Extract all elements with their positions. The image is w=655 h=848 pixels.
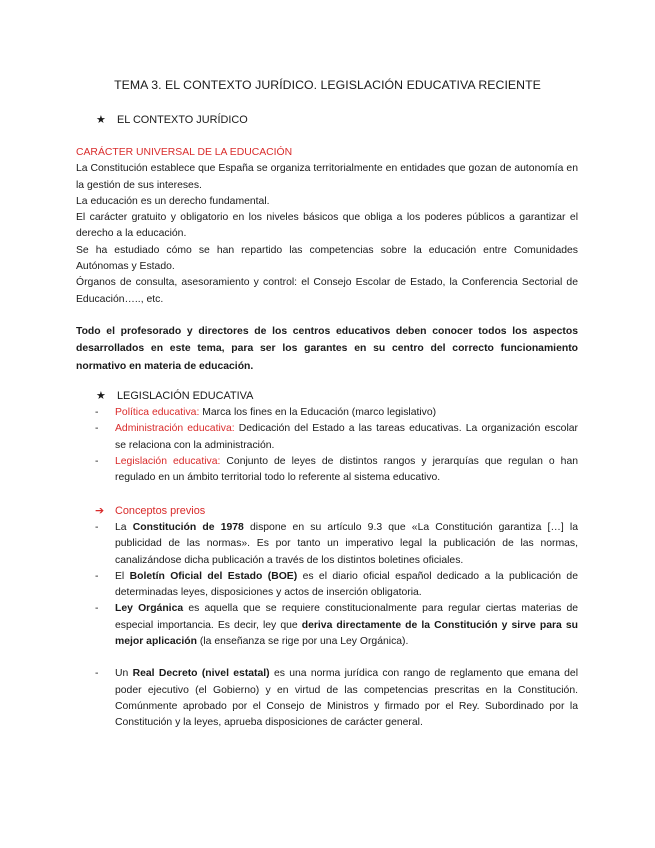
text-run: es una norma jurídica con rango de reglamento que emana del poder ejecutivo (el Gobierno) y en virtud de las competencias prescritas en la Constitución. Comúnmente aprobado por el Consejo de Ministros y firmado por el Rey. Subordinado por la Constitución y la leyes, aprueba disposiciones de carácter general.: [115, 668, 579, 729]
paragraph: Se ha estudiado cómo se han repartido las competencias sobre la educación entre Comunidades Autónomas y Estado.: [76, 244, 578, 273]
term: Constitución de 1978: [132, 522, 244, 533]
dash-bullet: -: [95, 603, 99, 615]
list-item-ley-organica: [95, 601, 578, 650]
note-text: Todo el profesorado y directores de los centros educativos deben conocer todos los aspectos desarrollados en este tema, para ser los garantes en su centro del correcto funcionamiento normativo en materia de educación.: [76, 326, 578, 372]
term: Política educativa:: [115, 407, 200, 418]
text-run: es el diario oficial español dedicado a la publicación de determinadas leyes, disposiciones y actos de inserción obligatoria.: [115, 570, 578, 599]
conceptos-heading-label: Conceptos previos: [115, 505, 206, 517]
dash-bullet: -: [95, 423, 99, 435]
list-item-real-decreto: [95, 666, 578, 731]
section-heading-label: LEGISLACIÓN EDUCATIVA: [117, 390, 254, 402]
term: Legislación educativa:: [115, 455, 221, 467]
dash-bullet: -: [95, 668, 99, 680]
list-item-boe: [95, 569, 578, 602]
text-run: (la enseñanza se rige por una Ley Orgánica).: [197, 636, 409, 648]
paragraph: La Constitución establece que España se organiza territorialmente en entidades que gozan de autonomía en la gestión de sus intereses.: [76, 163, 578, 191]
star-icon: ★: [96, 390, 106, 402]
paragraph: Órganos de consulta, asesoramiento y control: el Consejo Escolar de Estado, la Conferencia Sectorial de Educación….., etc.: [76, 277, 578, 305]
text-run: Un: [115, 668, 133, 680]
dash-bullet: -: [95, 522, 99, 533]
legislacion-list: [95, 405, 578, 486]
important-note: [76, 323, 578, 375]
section-heading-contexto: [96, 112, 248, 128]
text-run: El: [115, 570, 130, 582]
definition: Dedicación del Estado a las tareas educativas. La organización escolar se relaciona con la administración.: [115, 423, 578, 451]
list-item: [95, 454, 578, 487]
paragraph: La educación es un derecho fundamental.: [76, 195, 270, 207]
term: Boletín Oficial del Estado (BOE): [129, 570, 298, 582]
page-title: TEMA 3. EL CONTEXTO JURÍDICO. LEGISLACIÓN EDUCATIVA RECIENTE: [114, 78, 541, 92]
emphasis: deriva directamente de la Constitución y sirve para su mejor aplicación: [115, 619, 578, 648]
term: Administración educativa:: [115, 423, 235, 435]
paragraph: El carácter gratuito y obligatorio en los niveles básicos que obliga a los poderes públicos a garantizar el derecho a la educación.: [76, 212, 578, 240]
definition: Conjunto de leyes de distintos rangos y jerarquías que regulan o han regulado en un ámbito territorial todo lo referente al sistema educativo.: [115, 455, 579, 484]
term: Real Decreto (nivel estatal): [132, 668, 270, 680]
text-run: es aquella que se requiere constitucionalmente para regular ciertas materias de especial importancia. Es decir, ley que: [115, 603, 579, 631]
dash-bullet: -: [95, 407, 99, 418]
conceptos-heading: [95, 503, 205, 519]
conceptos-list: [95, 520, 578, 732]
caracter-universal-block: [76, 145, 578, 308]
definition: Marca los fines en la Educación (marco legislativo): [199, 407, 437, 418]
section-heading-legislacion: [96, 388, 253, 404]
list-item-constitucion: [95, 520, 578, 569]
section-heading-label: EL CONTEXTO JURÍDICO: [117, 114, 248, 126]
dash-bullet: -: [95, 455, 99, 467]
dash-bullet: -: [95, 570, 99, 582]
text-run: La: [115, 522, 133, 533]
arrow-right-icon: ➔: [95, 505, 105, 517]
list-item: [95, 421, 578, 454]
subsection-heading: CARÁCTER UNIVERSAL DE LA EDUCACIÓN: [76, 147, 293, 158]
text-run: dispone en su artículo 9.3 que «La Constitución garantiza […] la publicidad de las normas». Es por tanto un imperativo legal la publicación de las normas, canalizándose dicha publicación a través de los distintos boletines oficiales.: [115, 522, 578, 566]
star-icon: ★: [96, 114, 106, 126]
term: Ley Orgánica: [115, 603, 184, 615]
list-item: [95, 405, 578, 421]
